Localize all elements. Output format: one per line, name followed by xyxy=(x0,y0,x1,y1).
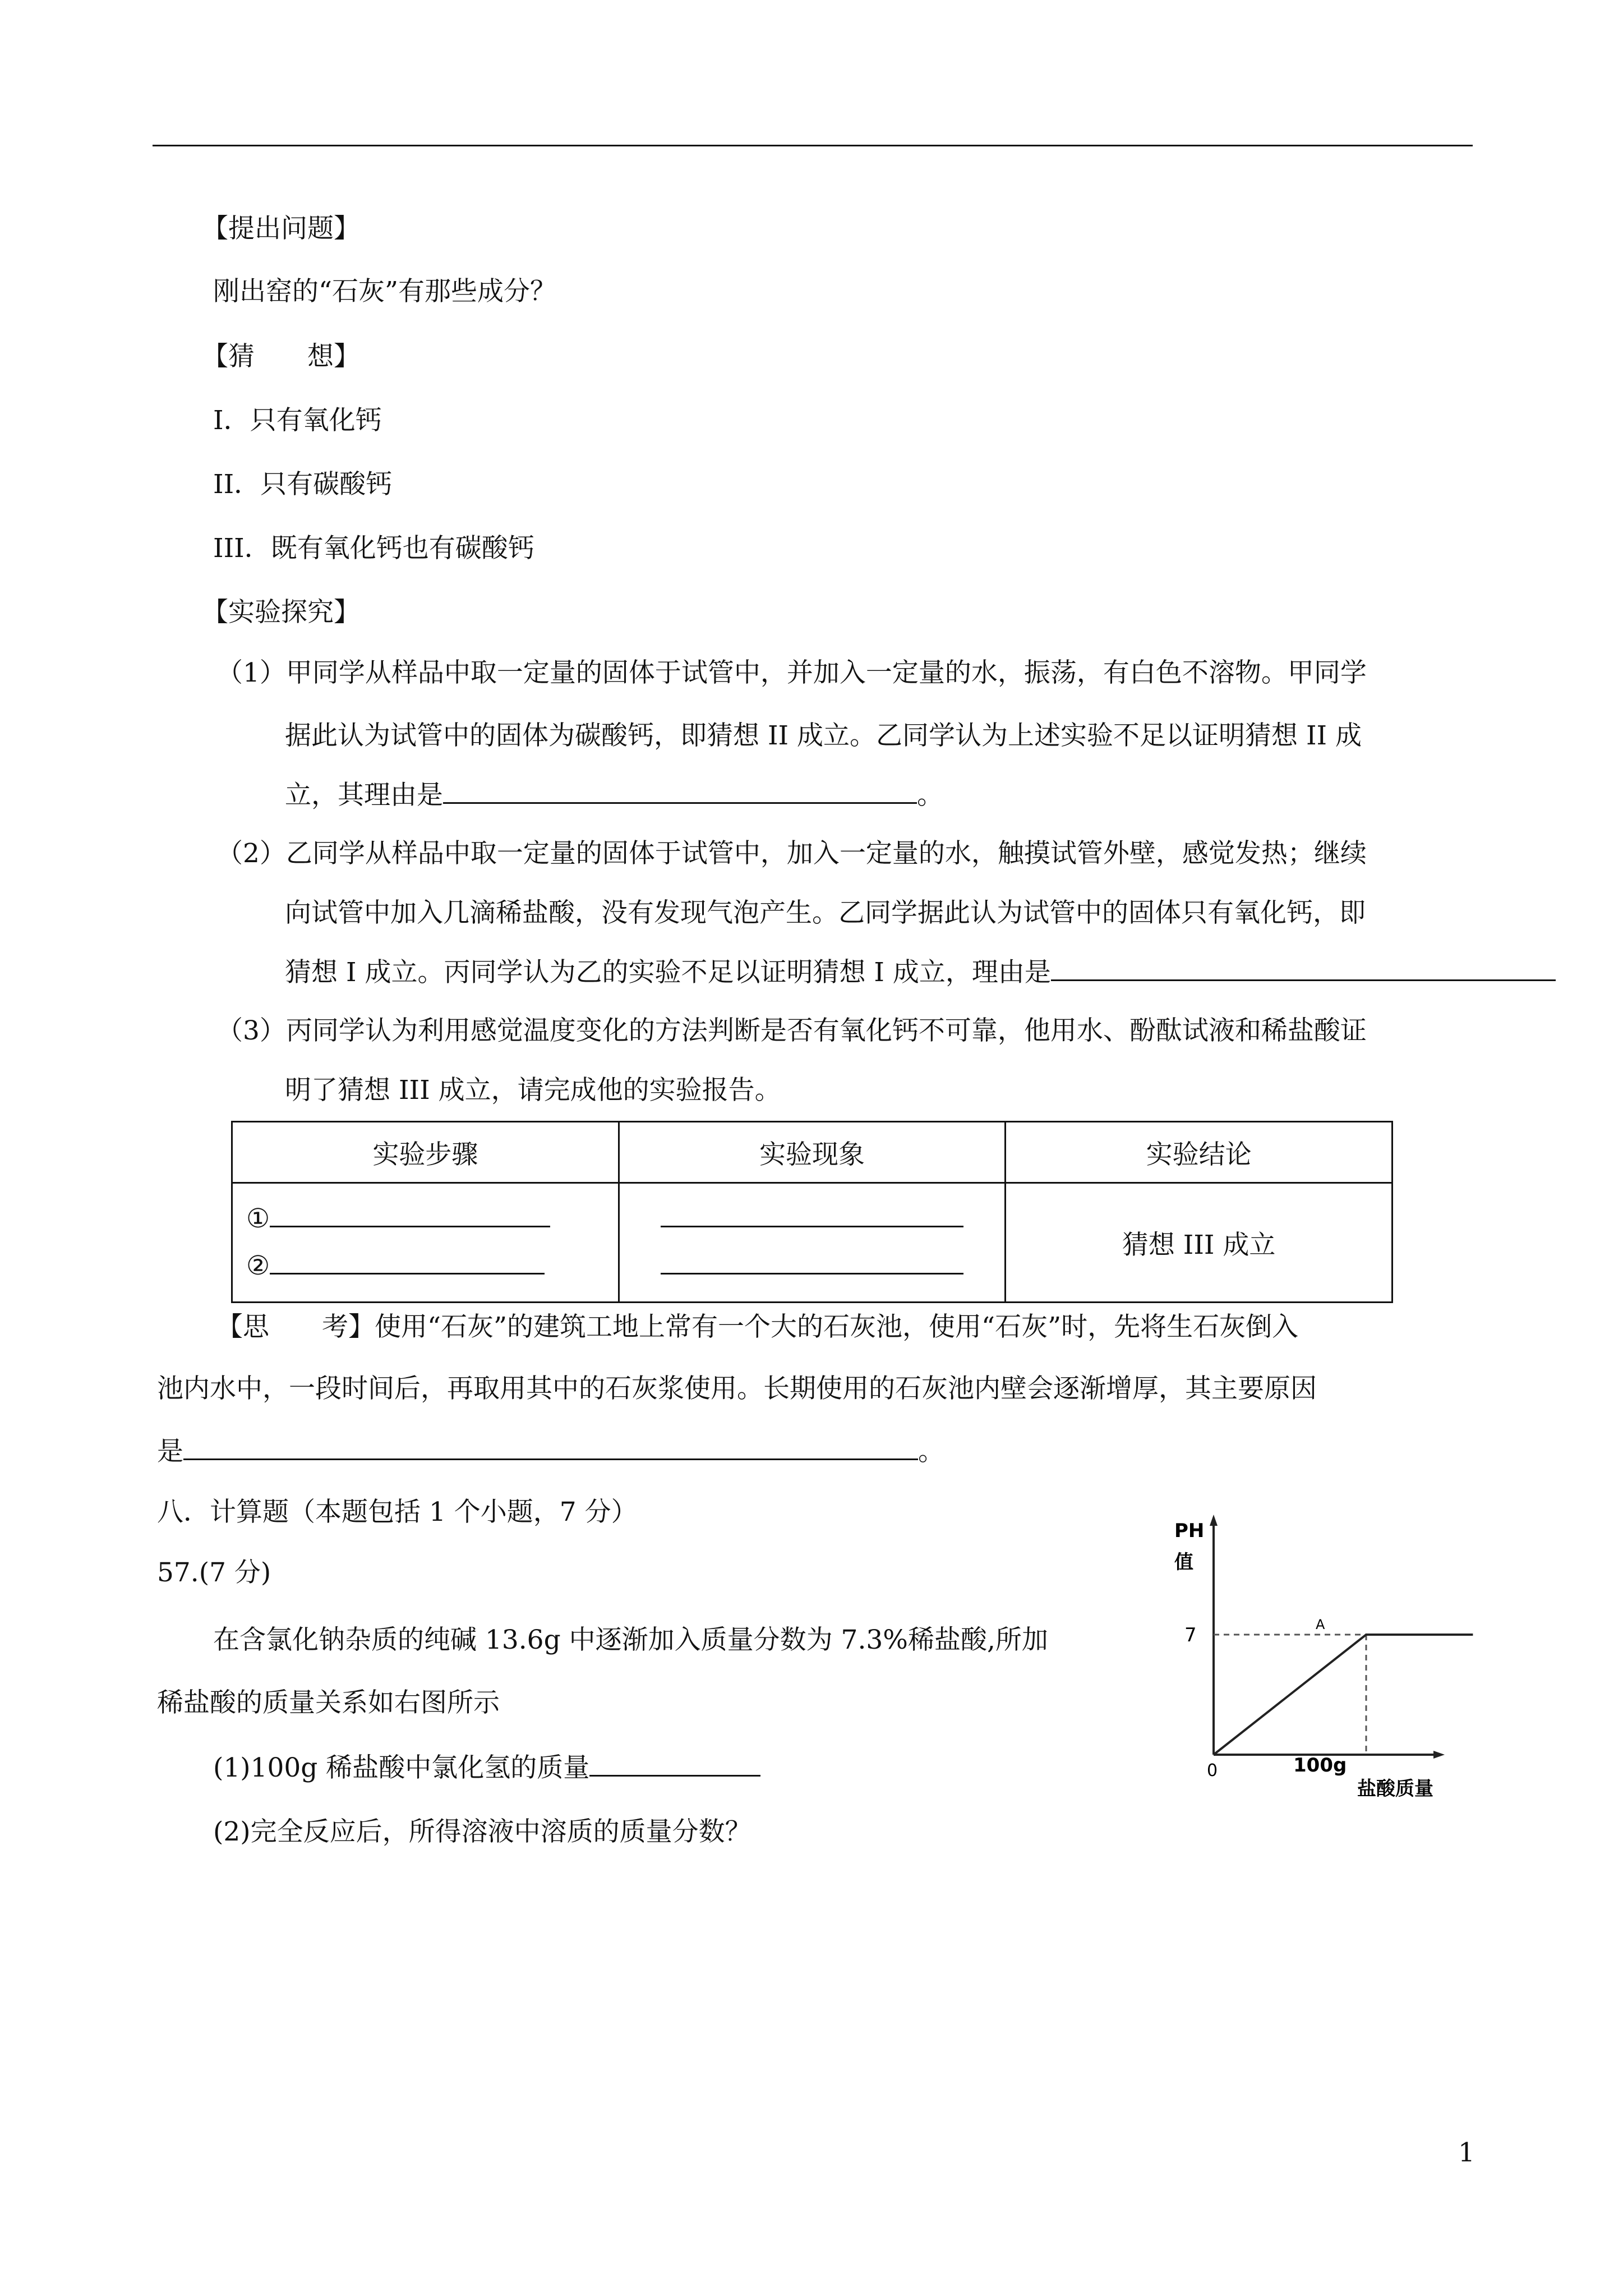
calc-question-1-text: (1)100g 稀盐酸中氯化氢的质量 xyxy=(213,1752,590,1783)
table-cell-phenomena xyxy=(619,1183,1006,1303)
y-axis-label-line-2: 值 xyxy=(1174,1551,1193,1573)
ph-chart xyxy=(1166,1509,1481,1812)
paragraph-3-line-2: 明了猜想 III 成立，请完成他的实验报告。 xyxy=(285,1075,781,1106)
calc-section-heading: 八．计算题（本题包括 1 个小题，7 分） xyxy=(157,1497,638,1527)
table-header-row xyxy=(232,1122,1393,1183)
experiment-report-table xyxy=(231,1121,1393,1303)
paragraph-3-line-1: （3）丙同学认为利用感觉温度变化的方法判断是否有氧化钙不可靠，他用水、酚酞试液和稀盐酸证 xyxy=(216,1015,1367,1046)
raise-question-heading: 【提出问题】 xyxy=(202,213,360,244)
answer-blank-reason-2[interactable] xyxy=(1051,955,1556,981)
think-line-3 xyxy=(157,1434,944,1469)
table-header-conclusion: 实验结论 xyxy=(1006,1122,1393,1183)
calc-line-1: 在含氯化钠杂质的纯碱 13.6g 中逐渐加入质量分数为 7.3%稀盐酸,所加 xyxy=(213,1625,1048,1655)
table-cell-conclusion: 猜想 III 成立 xyxy=(1006,1183,1393,1303)
paragraph-2-line-2: 向试管中加入几滴稀盐酸，没有发现气泡产生。乙同学据此认为试管中的固体只有氧化钙，即 xyxy=(285,898,1366,928)
phenomenon-1-line xyxy=(620,1195,1004,1243)
table-row xyxy=(232,1183,1393,1303)
guess-item-2: II．只有碳酸钙 xyxy=(213,469,393,500)
table-cell-steps xyxy=(232,1183,619,1303)
think-line-3-text: 是 xyxy=(157,1436,183,1467)
question-text: 刚出窑的“石灰”有那些成分？ xyxy=(213,276,557,307)
calc-question-1 xyxy=(213,1750,760,1785)
answer-blank-hcl-mass[interactable] xyxy=(589,1750,760,1777)
calc-question-2: (2)完全反应后，所得溶液中溶质的质量分数？ xyxy=(213,1816,751,1847)
step-2-line xyxy=(246,1243,617,1290)
phenomenon-1-blank[interactable] xyxy=(661,1201,963,1227)
paragraph-1-line-3 xyxy=(285,777,943,812)
table-header-steps: 实验步骤 xyxy=(232,1122,619,1183)
paragraph-1-line-1: （1）甲同学从样品中取一定量的固体于试管中，并加入一定量的水，振荡，有白色不溶物。甲同学 xyxy=(216,657,1367,688)
ph-series-line xyxy=(1214,1635,1473,1755)
think-line-2: 池内水中，一段时间后，再取用其中的石灰浆使用。长期使用的石灰池内壁会逐渐增厚，其主要原因 xyxy=(157,1373,1317,1404)
step-1-line xyxy=(246,1195,617,1243)
answer-blank-reason-1[interactable] xyxy=(443,777,917,804)
y-axis-arrow xyxy=(1210,1515,1218,1526)
paragraph-1-line-2: 据此认为试管中的固体为碳酸钙，即猜想 II 成立。乙同学认为上述实验不足以证明猜想 II 成 xyxy=(285,720,1362,751)
paragraph-1-line-3-text: 立，其理由是 xyxy=(285,780,443,811)
x-tick-label: 100g xyxy=(1293,1754,1347,1777)
header-rule xyxy=(153,145,1473,146)
think-line-3-end: 。 xyxy=(918,1436,944,1467)
answer-blank-reason-3[interactable] xyxy=(183,1434,918,1460)
y-axis-label-line-1: PH xyxy=(1174,1520,1205,1542)
paragraph-2-line-3-text: 猜想 I 成立。丙同学认为乙的实验不足以证明猜想 I 成立，理由是 xyxy=(285,957,1051,988)
guess-heading: 【猜 想】 xyxy=(202,341,360,372)
page-number: 1 xyxy=(1458,2137,1475,2168)
step-1-marker: ① xyxy=(246,1203,270,1234)
y-tick-label: 7 xyxy=(1184,1624,1197,1646)
guess-item-3: III．既有氧化钙也有碳酸钙 xyxy=(213,533,534,564)
x-axis-label: 盐酸质量 xyxy=(1357,1778,1433,1800)
guess-item-1: I．只有氧化钙 xyxy=(213,405,382,436)
question-number: 57.(7 分) xyxy=(157,1557,271,1588)
paragraph-2-line-3 xyxy=(285,955,1556,990)
think-line-1: 【思 考】使用“石灰”的建筑工地上常有一个大的石灰池，使用“石灰”时，先将生石灰倒入 xyxy=(216,1312,1299,1342)
step-2-marker: ② xyxy=(246,1250,270,1281)
experiment-heading: 【实验探究】 xyxy=(202,597,360,628)
phenomenon-2-line xyxy=(620,1243,1004,1290)
calc-line-2: 稀盐酸的质量关系如右图所示 xyxy=(157,1687,500,1718)
phenomenon-2-blank[interactable] xyxy=(661,1248,963,1274)
paragraph-1-line-3-end: 。 xyxy=(917,780,943,811)
point-a-label: A xyxy=(1316,1617,1325,1632)
origin-label: 0 xyxy=(1207,1761,1218,1780)
paragraph-2-line-1: （2）乙同学从样品中取一定量的固体于试管中，加入一定量的水，触摸试管外壁，感觉发热；继续 xyxy=(216,838,1367,869)
step-1-blank[interactable] xyxy=(270,1201,550,1227)
table-header-phenomena: 实验现象 xyxy=(619,1122,1006,1183)
x-axis-arrow xyxy=(1433,1751,1445,1759)
step-2-blank[interactable] xyxy=(270,1248,545,1274)
